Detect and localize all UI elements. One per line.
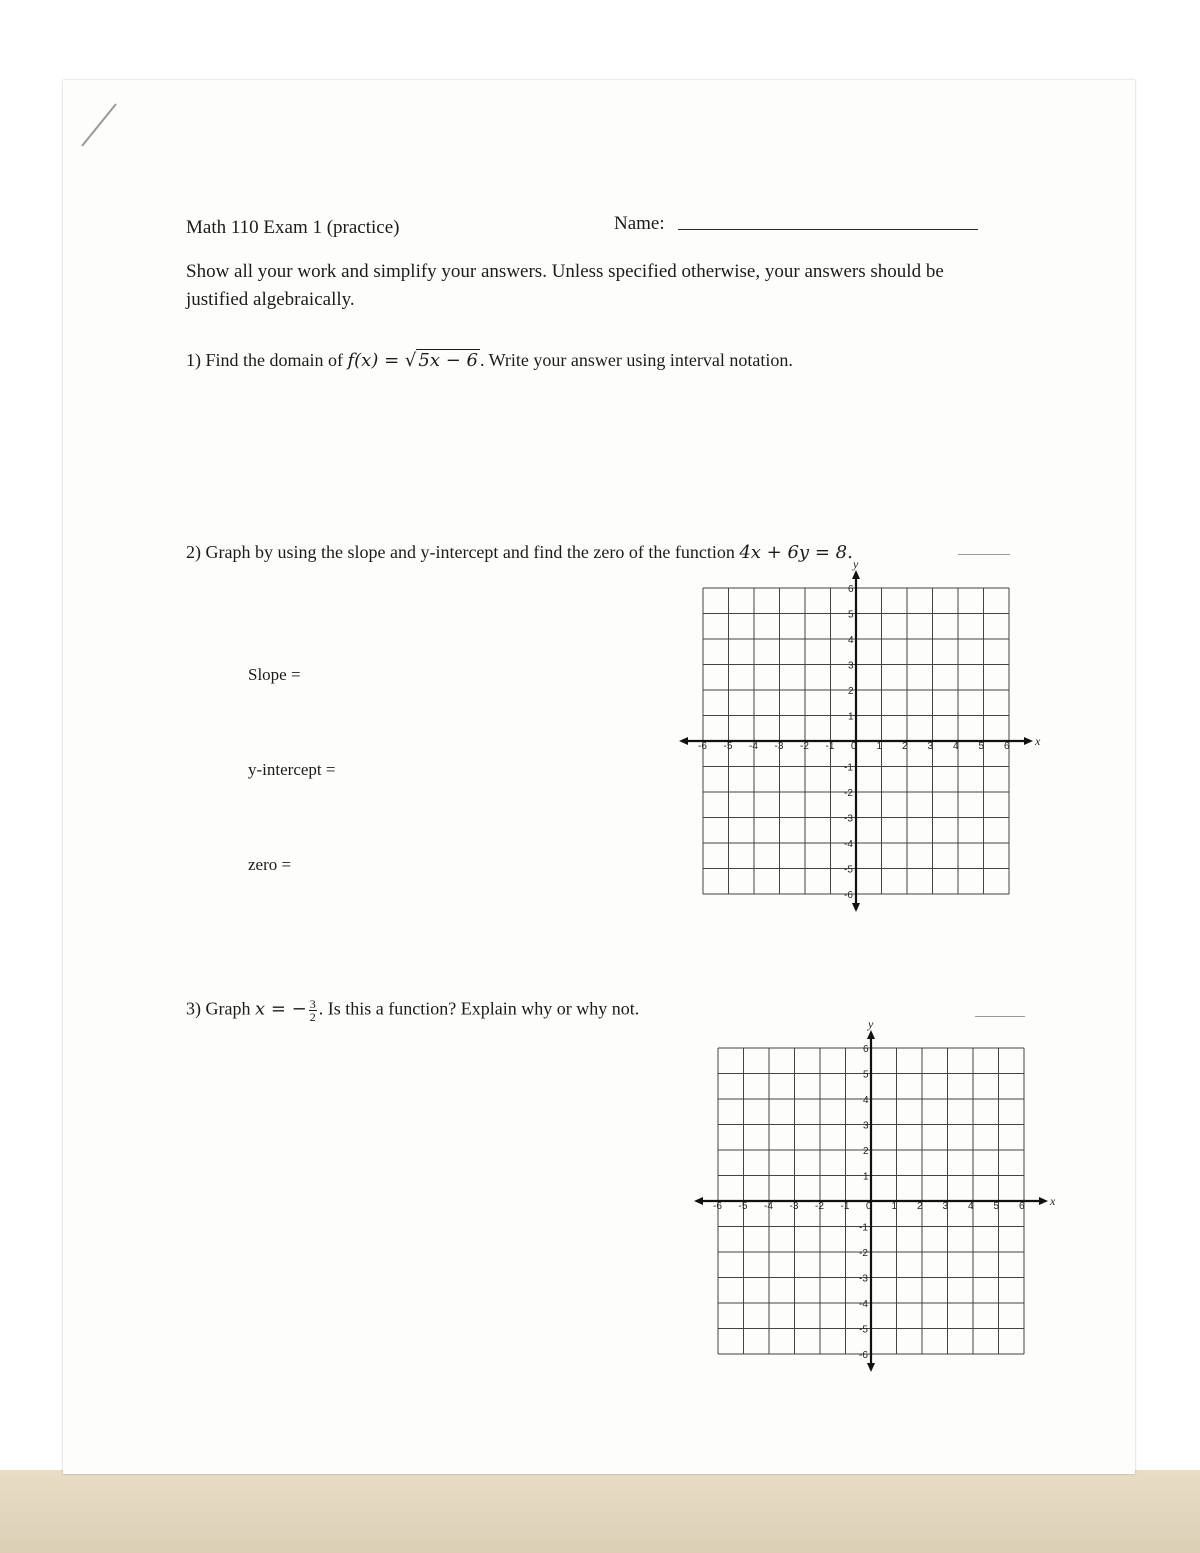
fraction-numerator: 3 xyxy=(309,997,316,1011)
q3-grid-y-arrow-down-icon xyxy=(867,1363,875,1372)
q2-grid-x-tick-label: 3 xyxy=(927,741,934,752)
q2-grid-y-axis-label: y xyxy=(853,557,859,571)
q3-grid-y-tick-label: 1 xyxy=(863,1171,869,1183)
q2-grid-x-tick-label: 1 xyxy=(876,741,883,752)
q3-grid-x-tick-label: -2 xyxy=(815,1201,824,1212)
q2-grid-y-tick-label: 4 xyxy=(848,635,854,646)
question-2-number: 2) xyxy=(186,542,201,562)
q3-grid-x-tick-label: 5 xyxy=(993,1201,1000,1212)
q3-grid-y-tick-label: -6 xyxy=(859,1350,868,1361)
question-3-tail: . Is this a function? Explain why or why not. xyxy=(318,998,640,1019)
q3-grid-x-tick-label: -3 xyxy=(789,1201,799,1212)
q3-grid-x-tick-label: -5 xyxy=(738,1201,748,1212)
q2-grid-y-tick-label: 3 xyxy=(848,660,854,672)
q2-grid-y-arrow-down-icon xyxy=(852,903,860,912)
q3-grid-x-tick-label: 0 xyxy=(866,1201,872,1212)
slope-answer-label: Slope = xyxy=(248,665,301,684)
q3-grid-x-tick-label: -1 xyxy=(840,1201,850,1212)
q3-grid-x-axis-label: x xyxy=(1050,1194,1056,1208)
q3-grid-x-tick-label: 4 xyxy=(968,1201,974,1212)
q3-grid-y-tick-label: 2 xyxy=(863,1146,869,1157)
q2-grid-y-tick-label: 6 xyxy=(848,584,854,595)
q3-grid-x-tick-label: 6 xyxy=(1019,1201,1025,1212)
question-3 xyxy=(186,998,639,1023)
q2-grid-y-tick-label: -3 xyxy=(844,813,853,825)
q2-grid-y-tick-label: 1 xyxy=(848,711,854,723)
question-3-number: 3) xyxy=(186,998,201,1019)
pen-mark-decoration xyxy=(80,100,120,150)
table-surface xyxy=(0,1470,1200,1553)
q3-grid-y-tick-label: -2 xyxy=(859,1248,868,1259)
q2-grid-y-tick-label: -6 xyxy=(844,890,853,901)
zero-answer-label: zero = xyxy=(248,855,292,874)
question-1-lead: Find the domain of xyxy=(205,350,343,370)
q2-grid-x-tick-label: -2 xyxy=(800,741,809,752)
q3-grid-y-tick-label: 5 xyxy=(863,1069,869,1081)
instructions: Show all your work and simplify your answers. Unless specified otherwise, your answers should be justified algebraically. xyxy=(186,261,944,310)
q3-grid-y-tick-label: -1 xyxy=(859,1222,868,1234)
q2-grid-y-arrow-up-icon xyxy=(852,570,860,579)
q2-grid-x-tick-label: 4 xyxy=(953,741,959,752)
q2-grid-y-tick-label: 2 xyxy=(848,686,854,697)
q3-grid-y-tick-label: -3 xyxy=(859,1273,868,1285)
q3-grid-y-tick-label: 3 xyxy=(863,1120,869,1132)
sqrt-sign: √ xyxy=(404,350,417,371)
question-1-number: 1) xyxy=(186,350,201,370)
fraction-denominator: 2 xyxy=(309,1010,316,1024)
q3-grid-x-tick-label: 1 xyxy=(891,1201,898,1212)
q3-grid-x-tick-label: 2 xyxy=(917,1201,923,1212)
q2-grid-y-tick-label: 5 xyxy=(848,609,854,621)
exam-title: Math 110 Exam 1 (practice) xyxy=(186,217,400,238)
scan-mark xyxy=(958,554,1010,555)
q2-grid-x-tick-label: 6 xyxy=(1004,741,1010,752)
q2-grid-x-tick-label: 0 xyxy=(851,741,857,752)
q3-grid-y-tick-label: -5 xyxy=(859,1324,868,1336)
question-1-tail: . Write your answer using interval notation. xyxy=(479,350,793,370)
q2-grid-x-tick-label: -3 xyxy=(774,741,784,752)
question-2-text: Graph by using the slope and y-intercept and find the zero of the function xyxy=(205,542,735,562)
fraction xyxy=(309,998,317,1023)
question-1-function-lhs: f(x) = xyxy=(347,350,405,371)
coordinate-grid-question-3[interactable] xyxy=(698,1017,1056,1390)
name-blank-line[interactable] xyxy=(678,229,978,230)
q3-grid-y-tick-label: 4 xyxy=(863,1095,869,1106)
q2-grid-y-tick-label: -5 xyxy=(844,864,853,876)
q3-grid-y-axis-label: y xyxy=(868,1017,874,1031)
q2-grid-x-tick-label: 5 xyxy=(978,741,985,752)
q2-grid-x-tick-label: -4 xyxy=(749,741,758,752)
q2-grid-x-axis-label: x xyxy=(1035,734,1041,748)
q3-grid-y-tick-label: 6 xyxy=(863,1044,869,1055)
q2-grid-x-tick-label: -5 xyxy=(723,741,733,752)
question-3-lead: Graph xyxy=(205,998,251,1019)
scan-mark xyxy=(975,1016,1025,1017)
q2-grid-y-tick-label: -2 xyxy=(844,788,853,799)
q3-grid-y-arrow-up-icon xyxy=(867,1030,875,1039)
q3-grid-x-tick-label: -4 xyxy=(764,1201,773,1212)
q2-grid-x-tick-label: -6 xyxy=(698,741,707,752)
question-3-eq-lhs: x = − xyxy=(254,998,307,1020)
q2-grid-y-tick-label: -4 xyxy=(844,839,853,850)
q2-grid-x-arrow-right-icon xyxy=(1024,737,1033,745)
q2-grid-y-tick-label: -1 xyxy=(844,762,853,774)
question-2-equation: 4x + 6y = 8. xyxy=(739,542,853,563)
name-label: Name: xyxy=(614,213,665,234)
y-intercept-answer-label: y-intercept = xyxy=(248,760,336,779)
q2-grid-x-tick-label: 2 xyxy=(902,741,908,752)
q2-grid-x-tick-label: -1 xyxy=(825,741,835,752)
q3-grid-y-tick-label: -4 xyxy=(859,1299,868,1310)
q3-grid-x-arrow-right-icon xyxy=(1039,1197,1048,1205)
coordinate-grid-question-2[interactable] xyxy=(683,557,1041,930)
question-1-radicand: 5x − 6 xyxy=(418,350,478,371)
q3-grid-x-tick-label: 3 xyxy=(942,1201,949,1212)
q3-grid-x-tick-label: -6 xyxy=(713,1201,722,1212)
question-1 xyxy=(186,350,793,371)
